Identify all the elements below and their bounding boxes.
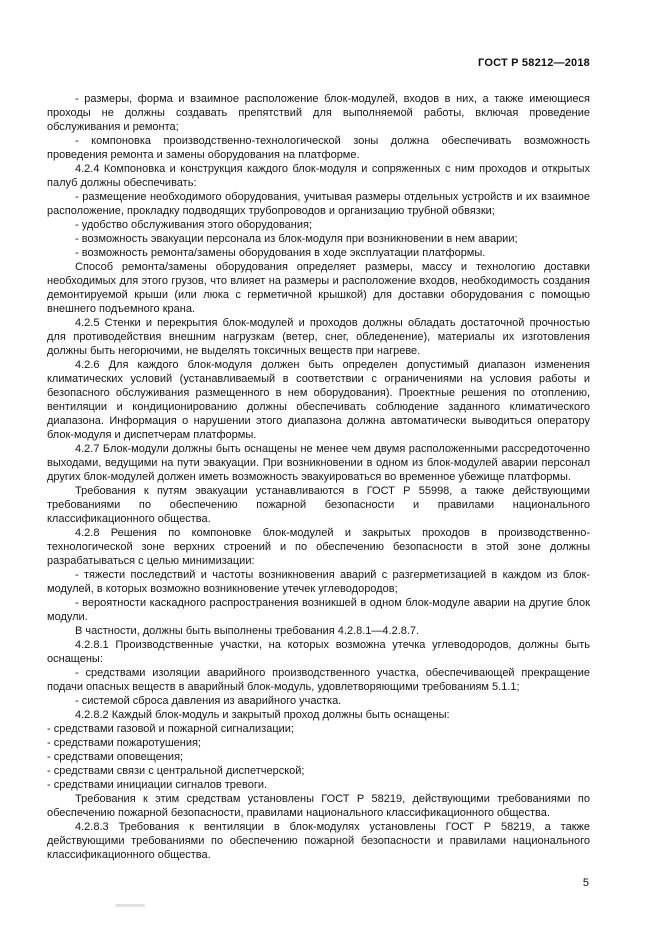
paragraph: - вероятности каскадного распространения возникшей в одном блок-модуле аварии на другие блок модули. (47, 597, 590, 623)
paragraph: - размещение необходимого оборудования, учитывая размеры отдельных устройств и их взаимное расположение, прокладку подводящих трубопроводов и организацию трубной обвязки; (47, 191, 590, 217)
document-code: ГОСТ Р 58212—2018 (478, 57, 590, 69)
page-number: 5 (582, 877, 589, 889)
paragraph: - средствами изоляции аварийного производственного участка, обеспечивающей прекращение подачи опасных веществ в аварийный блок-модуль, удовлетворяющими требованиям 5.1.1; (47, 667, 590, 693)
paragraph: - средствами газовой и пожарной сигнализации; (47, 723, 294, 735)
paragraph: - размеры, форма и взаимное расположение блок-модулей, входов в них, а также имеющиеся проходы не должны создавать препятствий для выполняемой работы, включая проведение обслуживания и ремонта; (47, 93, 590, 133)
paragraph: Способ ремонта/замены оборудования определяет размеры, массу и технологию доставки необходимых для этого грузов, что влияет на размеры и расположение входов, необходимость создания демонтируемой крыши (или люка с герметичной крышкой) для доставки оборудования с помощью внешнего подъемного крана. (47, 261, 590, 315)
paragraph: 4.2.8.1 Производственные участки, на которых возможна утечка углеводородов, должны быть оснащены: (47, 639, 590, 665)
page-header (47, 57, 590, 69)
paragraph: - средствами оповещения; (47, 751, 184, 763)
paragraph: 4.2.6 Для каждого блок-модуля должен быть определен допустимый диапазон изменения климатических условий (устанавливаемый в соответствии с ограничениями на условия работы и безопасного обслуживания размещенного в нем оборудования). Проектные решения по отоплению, вентиляции и кондиционированию должны обеспечивать соблюдение заданного климатического диапазона. Информация о нарушении этого диапазона должна автоматически выводиться оператору блок-модуля и диспетчерам платформы. (47, 359, 590, 441)
document-body (47, 92, 590, 862)
paragraph: 4.2.4 Компоновка и конструкция каждого блок-модуля и сопряженных с ним проходов и открытых палуб должны обеспечивать: (47, 163, 590, 189)
paragraph: 4.2.7 Блок-модули должны быть оснащены не менее чем двумя расположенными рассредоточенно выходами, ведущими на пути эвакуации. При возникновении в одном из блок-модулей аварии персонал других блок-модулей должен иметь возможность эвакуироваться во временное убежище платформы. (47, 443, 590, 483)
paragraph: - средствами пожаротушения; (47, 737, 202, 749)
page-footer (583, 877, 589, 889)
paragraph: - средствами связи с центральной диспетчерской; (47, 765, 305, 777)
paragraph: 4.2.8 Решения по компоновке блок-модулей и закрытых проходов в производственно-технологической зоне верхних строений и по обеспечению безопасности в этой зоне должны разрабатываться с целью минимизации: (47, 527, 590, 567)
paragraph: - тяжести последствий и частоты возникновения аварий с разгерметизацией в каждом из блок-модулей, в которых возможно возникновение утечек углеводородов; (47, 569, 590, 595)
paragraph: Требования к путям эвакуации устанавливаются в ГОСТ Р 55998, а также действующими требованиями по обеспечению пожарной безопасности и правилами национального классификационного общества. (47, 485, 590, 525)
paragraph: - средствами инициации сигналов тревоги. (47, 779, 268, 791)
paragraph: - системой сброса давления из аварийного участка. (75, 695, 342, 707)
paragraph: - возможность ремонта/замены оборудования в ходе эксплуатации платформы. (75, 247, 486, 259)
paragraph: - компоновка производственно-технологической зоны должна обеспечивать возможность проведения ремонта и замены оборудования на платформе. (47, 135, 590, 161)
paragraph: 4.2.8.2 Каждый блок-модуль и закрытый проход должны быть оснащены: (75, 709, 450, 721)
paragraph: - возможность эвакуации персонала из блок-модуля при возникновении в нем аварии; (75, 233, 518, 245)
paragraph: 4.2.5 Стенки и перекрытия блок-модулей и проходов должны обладать достаточной прочностью для противодействия внешним нагрузкам (ветер, снег, обледенение), материалы их изготовления должны быть негорючими, не выделять токсичных веществ при нагреве. (47, 317, 590, 357)
paragraph: В частности, должны быть выполнены требования 4.2.8.1—4.2.8.7. (75, 625, 420, 637)
paragraph: Требования к этим средствам установлены ГОСТ Р 58219, действующими требованиями по обеспечению пожарной безопасности, правилами национального классификационного общества. (47, 793, 590, 819)
scan-artifact (115, 904, 145, 907)
paragraph: 4.2.8.3 Требования к вентиляции в блок-модулях установлены ГОСТ Р 58219, а также действующими требованиями по обеспечению пожарной безопасности и правилами национального классификационного общества. (47, 821, 590, 861)
paragraph: - удобство обслуживания этого оборудования; (75, 219, 313, 231)
